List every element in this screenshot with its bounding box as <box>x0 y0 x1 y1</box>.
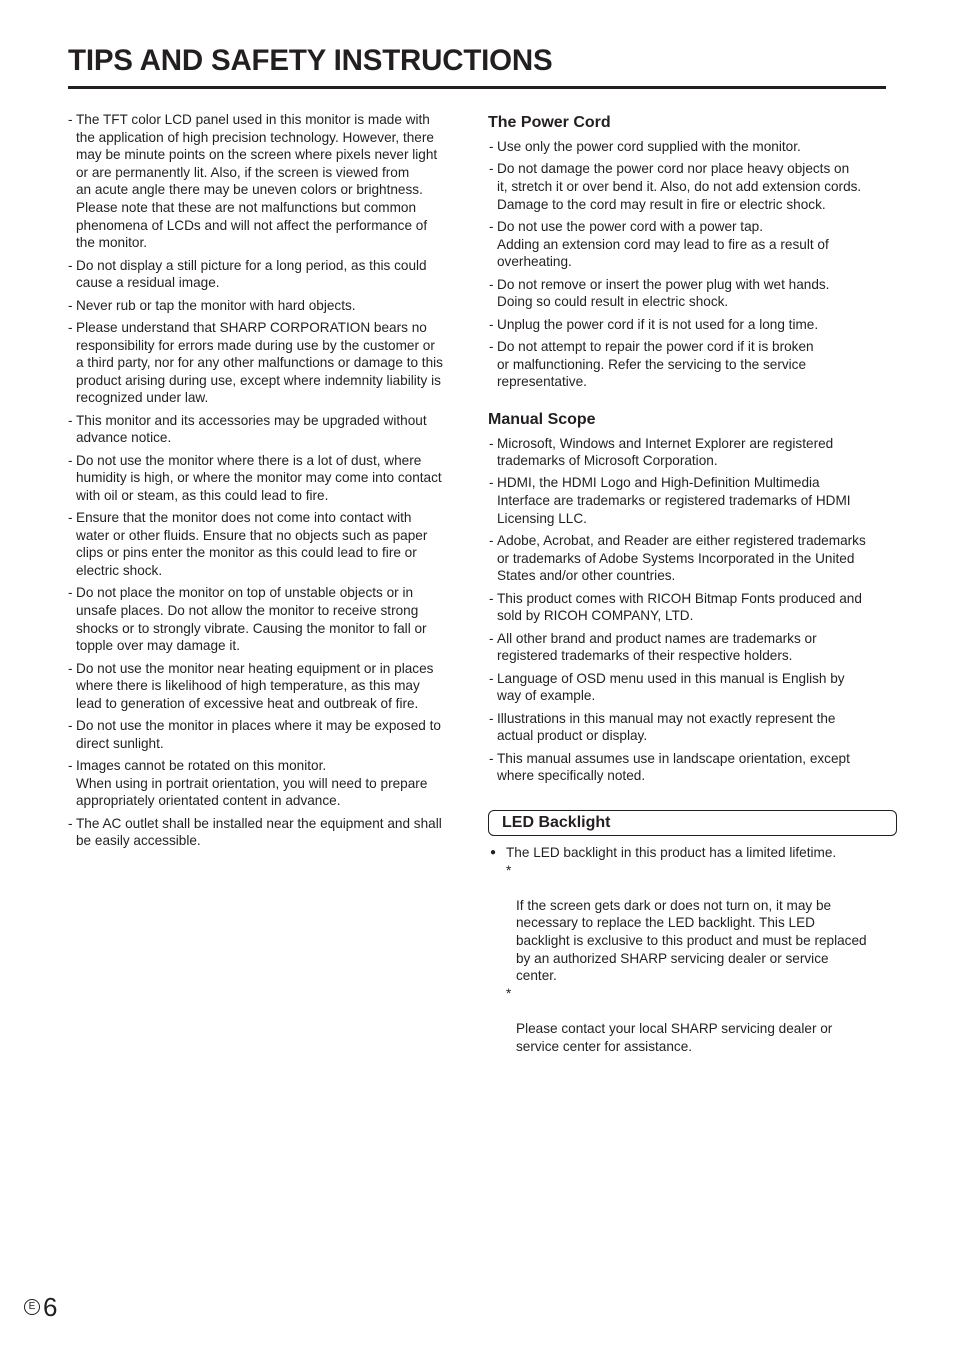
manual-scope-list <box>487 435 889 785</box>
list-item: - This monitor and its accessories may be upgraded without advance notice. <box>66 412 468 447</box>
led-note <box>490 862 890 985</box>
led-note-text: If the screen gets dark or does not turn on, it may be necessary to replace the LED backlight. This LED backlight is exclusive to this product and must be replaced by an authorized SHARP servicing dealer or service center. <box>516 897 867 984</box>
list-item: - Do not display a still picture for a long period, as this could cause a residual image. <box>66 257 468 292</box>
list-item: - Do not remove or insert the power plug with wet hands. Doing so could result in electric shock. <box>487 276 889 311</box>
list-item: - Do not damage the power cord nor place heavy objects on it, stretch it or over bend it. Also, do not add extension cords. Damage to the cord may result in fire or electric shock. <box>487 160 889 213</box>
list-item: - Ensure that the monitor does not come into contact with water or other fluids. Ensure that no objects such as paper clips or pins enter the monitor as this could lead to fire or electric shock. <box>66 509 468 579</box>
asterisk-icon: * <box>506 985 512 1001</box>
list-item: - Language of OSD menu used in this manual is English by way of example. <box>487 670 889 705</box>
page-footer <box>24 1292 57 1322</box>
led-note-text: Please contact your local SHARP servicing dealer or service center for assistance. <box>516 1020 833 1054</box>
list-item: - Please understand that SHARP CORPORATION bears no responsibility for errors made during use by the customer or a third party, nor for any other malfunctions or damage to this product arising during use, except where indemnity liability is recognized under law. <box>66 319 468 407</box>
left-column <box>66 111 468 855</box>
list-item: - Do not use the power cord with a power tap. Adding an extension cord may lead to fire as a result of overheating. <box>487 218 889 271</box>
list-item: - Microsoft, Windows and Internet Explorer are registered trademarks of Microsoft Corporation. <box>487 435 889 470</box>
list-item: - The TFT color LCD panel used in this monitor is made with the application of high precision technology. However, there may be minute points on the screen where pixels never light or are permanently lit. Also, if the screen is viewed from an acute angle there may be uneven colors or brightness. Please note that these are not malfunctions but common phenomena of LCDs and will not affect the performance of the monitor. <box>66 111 468 252</box>
page-title: TIPS AND SAFETY INSTRUCTIONS <box>68 44 553 77</box>
page-number: 6 <box>43 1292 58 1322</box>
led-bullet-text: The LED backlight in this product has a limited lifetime. <box>506 845 837 860</box>
list-item: - Do not use the monitor near heating equipment or in places where there is likelihood of high temperature, as this may lead to generation of excessive heat and outbreak of fire. <box>66 660 468 713</box>
list-item: - Do not use the monitor where there is a lot of dust, where humidity is high, or where the monitor may come into contact with oil or steam, as this could lead to fire. <box>66 452 468 505</box>
asterisk-icon: * <box>506 862 512 878</box>
list-item: - Illustrations in this manual may not exactly represent the actual product or display. <box>487 710 889 745</box>
led-note <box>490 985 890 1055</box>
safety-list <box>66 111 468 850</box>
list-item: - HDMI, the HDMI Logo and High-Definition Multimedia Interface are trademarks or registered trademarks of HDMI Licensing LLC. <box>487 474 889 527</box>
led-bullet <box>490 844 890 862</box>
title-rule <box>68 86 886 89</box>
bullet-dot-icon: ● <box>490 847 497 858</box>
language-mark-icon: E <box>24 1299 40 1315</box>
right-column <box>487 113 889 790</box>
list-item: - This manual assumes use in landscape orientation, except where specifically noted. <box>487 750 889 785</box>
list-item: - All other brand and product names are trademarks or registered trademarks of their respective holders. <box>487 630 889 665</box>
led-backlight-section <box>490 844 890 1055</box>
led-backlight-heading: LED Backlight <box>488 810 897 836</box>
list-item: - Do not attempt to repair the power cord if it is broken or malfunctioning. Refer the servicing to the service representative. <box>487 338 889 391</box>
list-item: - Do not place the monitor on top of unstable objects or in unsafe places. Do not allow the monitor to receive strong shocks or to strongly vibrate. Causing the monitor to fall or topple over may damage it. <box>66 584 468 654</box>
list-item: - Images cannot be rotated on this monitor. When using in portrait orientation, you will need to prepare appropriately orientated content in advance. <box>66 757 468 810</box>
power-cord-list <box>487 138 889 391</box>
list-item: - This product comes with RICOH Bitmap Fonts produced and sold by RICOH COMPANY, LTD. <box>487 590 889 625</box>
list-item: - The AC outlet shall be installed near the equipment and shall be easily accessible. <box>66 815 468 850</box>
list-item: - Use only the power cord supplied with the monitor. <box>487 138 889 156</box>
list-item: - Unplug the power cord if it is not used for a long time. <box>487 316 889 334</box>
list-item: - Adobe, Acrobat, and Reader are either registered trademarks or trademarks of Adobe Systems Incorporated in the United States and/or other countries. <box>487 532 889 585</box>
power-cord-heading: The Power Cord <box>488 114 611 131</box>
manual-scope-heading: Manual Scope <box>488 410 596 428</box>
list-item: - Do not use the monitor in places where it may be exposed to direct sunlight. <box>66 717 468 752</box>
list-item: - Never rub or tap the monitor with hard objects. <box>66 297 468 315</box>
